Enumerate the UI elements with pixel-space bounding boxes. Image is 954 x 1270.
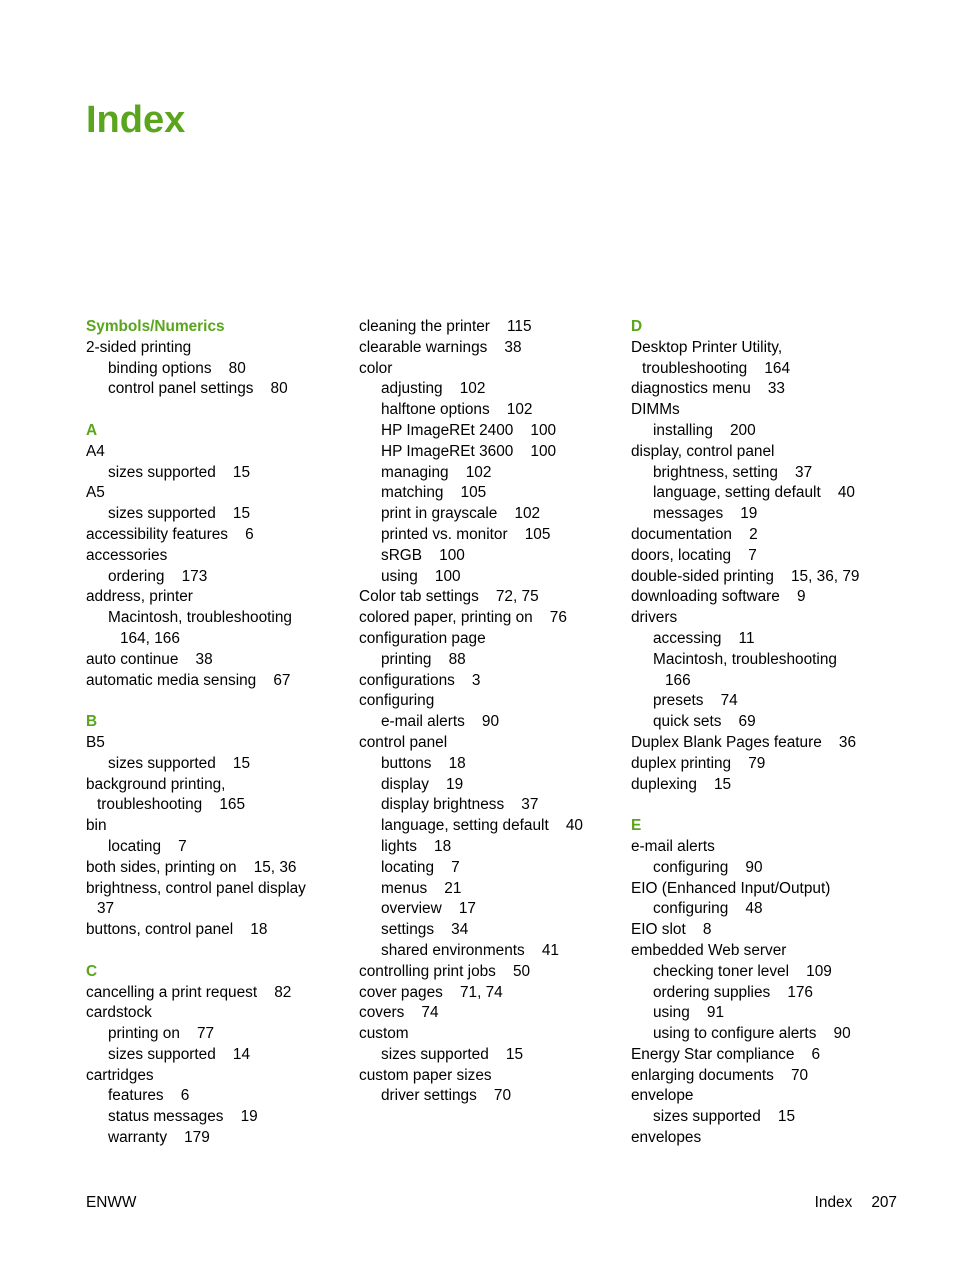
letter-heading: Symbols/Numerics xyxy=(86,318,225,335)
index-subentry: printing on 77 xyxy=(108,1025,215,1043)
index-entry: 2-sided printing xyxy=(86,338,192,356)
index-column-1 xyxy=(86,317,346,1149)
letter-heading: D xyxy=(631,318,643,335)
index-continuation: 37 xyxy=(97,900,115,918)
section-gap xyxy=(86,691,346,712)
index-entry: colored paper, printing on 76 xyxy=(359,609,567,627)
index-entry: Energy Star compliance 6 xyxy=(631,1045,821,1063)
index-entry: diagnostics menu 33 xyxy=(631,380,785,398)
index-entry: custom paper sizes xyxy=(359,1066,492,1084)
index-entry: accessibility features 6 xyxy=(86,525,254,543)
index-entry: cartridges xyxy=(86,1066,154,1084)
footer-left: ENWW xyxy=(86,1194,137,1211)
index-subentry: sizes supported 15 xyxy=(108,505,251,523)
index-entry: A4 xyxy=(86,442,105,460)
index-entry: enlarging documents 70 xyxy=(631,1066,809,1084)
index-entry: brightness, control panel display xyxy=(86,879,306,897)
index-subentry: Macintosh, troubleshooting xyxy=(108,609,292,627)
index-continuation: troubleshooting 165 xyxy=(97,796,246,814)
page-title: Index xyxy=(86,99,186,141)
index-subentry: control panel settings 80 xyxy=(108,380,288,398)
index-entry: documentation 2 xyxy=(631,525,758,543)
index-subentry: display brightness 37 xyxy=(381,796,539,814)
index-subentry: brightness, setting 37 xyxy=(653,463,813,481)
section-gap xyxy=(86,400,346,421)
index-continuation: troubleshooting 164 xyxy=(642,359,791,377)
index-subentry: printed vs. monitor 105 xyxy=(381,525,551,543)
index-subentry: messages 19 xyxy=(653,505,758,523)
index-subentry: buttons 18 xyxy=(381,754,466,772)
index-entry: embedded Web server xyxy=(631,941,787,959)
index-subentry: e-mail alerts 90 xyxy=(381,713,500,731)
section-gap xyxy=(86,941,346,962)
index-subentry: ordering supplies 176 xyxy=(653,983,813,1001)
letter-heading: E xyxy=(631,817,642,835)
index-entry: configuration page xyxy=(359,629,486,647)
index-subentry: warranty 179 xyxy=(108,1129,210,1147)
index-subentry: halftone options 102 xyxy=(381,401,533,419)
index-continuation: 164, 166 xyxy=(120,629,180,647)
index-subentry: status messages 19 xyxy=(108,1108,258,1126)
index-column-2 xyxy=(359,317,619,1107)
index-subentry: presets 74 xyxy=(653,692,738,710)
index-entry: clearable warnings 38 xyxy=(359,338,522,356)
index-subentry: configuring 90 xyxy=(653,858,763,876)
index-entry: configuring xyxy=(359,692,435,710)
index-subentry: using to configure alerts 90 xyxy=(653,1025,851,1043)
index-subentry: installing 200 xyxy=(653,421,756,439)
index-subentry: locating 7 xyxy=(381,858,460,876)
index-subentry: locating 7 xyxy=(108,837,187,855)
footer-right xyxy=(815,1194,897,1212)
index-subentry: accessing 11 xyxy=(653,629,755,647)
index-subentry: language, setting default 40 xyxy=(381,817,583,835)
index-entry: buttons, control panel 18 xyxy=(86,921,268,939)
index-subentry: Macintosh, troubleshooting xyxy=(653,650,837,668)
index-entry: control panel xyxy=(359,733,448,751)
index-subentry: lights 18 xyxy=(381,837,452,855)
index-entry: doors, locating 7 xyxy=(631,546,757,564)
index-entry: duplex printing 79 xyxy=(631,754,766,772)
index-entry: cancelling a print request 82 xyxy=(86,983,292,1001)
index-entry: Desktop Printer Utility, xyxy=(631,338,783,356)
index-entry: double-sided printing 15, 36, 79 xyxy=(631,567,860,585)
index-entry: DIMMs xyxy=(631,401,680,419)
index-entry: Duplex Blank Pages feature 36 xyxy=(631,733,857,751)
index-subentry: driver settings 70 xyxy=(381,1087,512,1105)
index-subentry: sizes supported 15 xyxy=(108,463,251,481)
index-column-3 xyxy=(631,317,911,1149)
index-subentry: HP ImageREt 2400 100 xyxy=(381,421,557,439)
index-entry: EIO (Enhanced Input/Output) xyxy=(631,879,831,897)
index-entry: display, control panel xyxy=(631,442,775,460)
index-entry: A5 xyxy=(86,484,105,502)
index-subentry: checking toner level 109 xyxy=(653,962,832,980)
index-subentry: HP ImageREt 3600 100 xyxy=(381,442,557,460)
index-subentry: quick sets 69 xyxy=(653,713,756,731)
index-entry: envelopes xyxy=(631,1129,702,1147)
index-subentry: shared environments 41 xyxy=(381,941,559,959)
index-entry: auto continue 38 xyxy=(86,650,213,668)
index-entry: cover pages 71, 74 xyxy=(359,983,503,1001)
index-entry: controlling print jobs 50 xyxy=(359,962,531,980)
index-subentry: overview 17 xyxy=(381,900,476,918)
index-entry: envelope xyxy=(631,1087,694,1105)
index-entry: custom xyxy=(359,1025,409,1043)
index-subentry: features 6 xyxy=(108,1087,190,1105)
index-subentry: using 100 xyxy=(381,567,461,585)
index-subentry: settings 34 xyxy=(381,921,469,939)
index-subentry: sizes supported 14 xyxy=(108,1045,251,1063)
index-continuation: 166 xyxy=(665,671,691,689)
index-subentry: sizes supported 15 xyxy=(381,1045,524,1063)
index-subentry: binding options 80 xyxy=(108,359,246,377)
index-entry: drivers xyxy=(631,609,678,627)
index-subentry: matching 105 xyxy=(381,484,487,502)
section-gap xyxy=(631,795,911,816)
index-subentry: ordering 173 xyxy=(108,567,208,585)
footer-section: Index xyxy=(814,1194,853,1211)
page-number: 207 xyxy=(871,1194,897,1211)
index-entry: downloading software 9 xyxy=(631,588,806,606)
index-entry: B5 xyxy=(86,733,105,751)
index-entry: color xyxy=(359,359,393,377)
index-subentry: language, setting default 40 xyxy=(653,484,855,502)
index-entry: Color tab settings 72, 75 xyxy=(359,588,539,606)
index-subentry: print in grayscale 102 xyxy=(381,505,541,523)
index-subentry: configuring 48 xyxy=(653,900,763,918)
index-entry: covers 74 xyxy=(359,1004,439,1022)
index-entry: cardstock xyxy=(86,1004,152,1022)
index-subentry: display 19 xyxy=(381,775,464,793)
index-entry: e-mail alerts xyxy=(631,837,715,855)
index-subentry: sRGB 100 xyxy=(381,546,465,564)
letter-heading: B xyxy=(86,713,98,731)
letter-heading: A xyxy=(86,421,98,439)
index-entry: duplexing 15 xyxy=(631,775,732,793)
index-subentry: sizes supported 15 xyxy=(108,754,251,772)
letter-heading: C xyxy=(86,962,98,980)
index-entry: accessories xyxy=(86,546,168,564)
index-entry: configurations 3 xyxy=(359,671,481,689)
index-entry: both sides, printing on 15, 36 xyxy=(86,858,297,876)
index-subentry: printing 88 xyxy=(381,650,466,668)
index-subentry: managing 102 xyxy=(381,463,492,481)
index-entry: background printing, xyxy=(86,775,226,793)
index-entry: bin xyxy=(86,817,107,835)
index-entry: address, printer xyxy=(86,588,193,606)
index-subentry: using 91 xyxy=(653,1004,725,1022)
index-entry: automatic media sensing 67 xyxy=(86,671,291,689)
index-subentry: sizes supported 15 xyxy=(653,1108,796,1126)
index-entry: cleaning the printer 115 xyxy=(359,318,532,335)
index-entry: EIO slot 8 xyxy=(631,921,712,939)
index-subentry: adjusting 102 xyxy=(381,380,486,398)
index-subentry: menus 21 xyxy=(381,879,462,897)
